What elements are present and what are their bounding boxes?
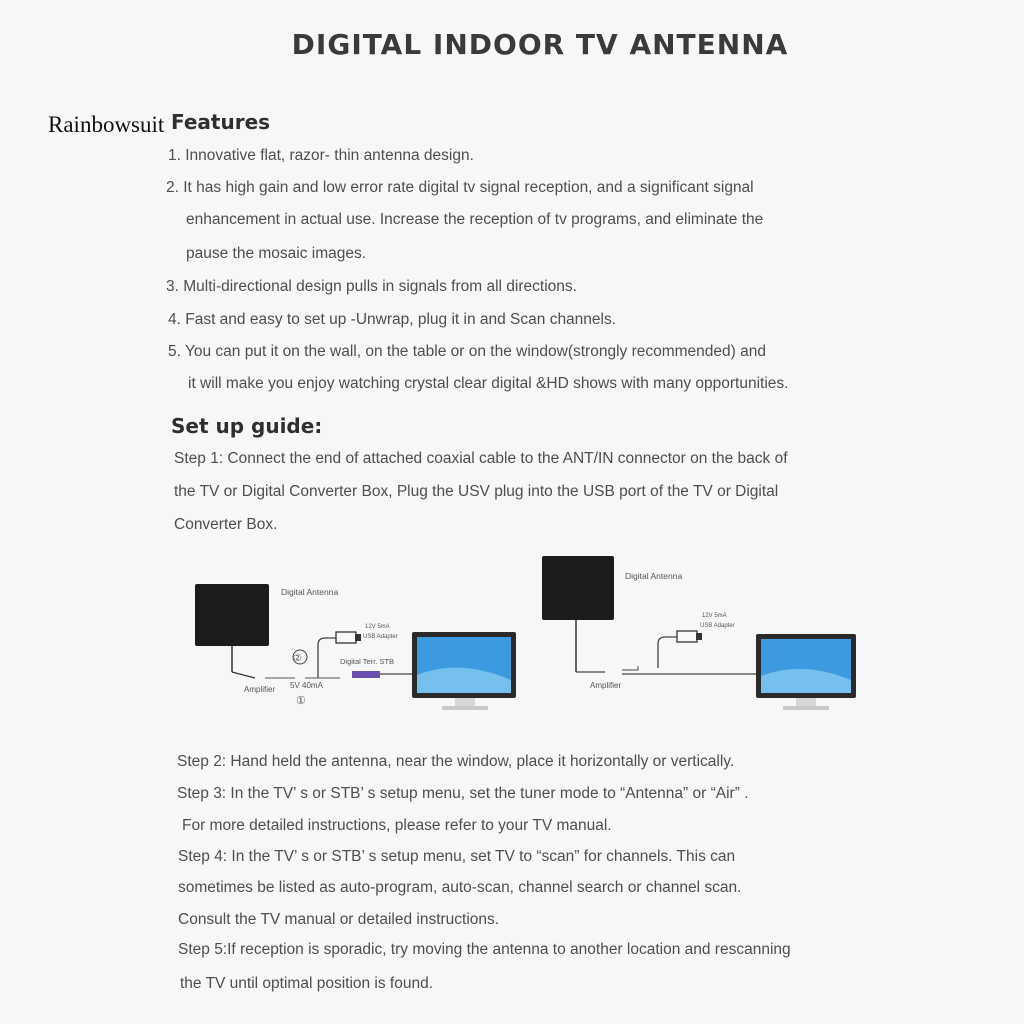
step-line: the TV or Digital Converter Box, Plug the USV plug into the USB port of the TV or Digital [174, 483, 779, 500]
marker-2: ② [293, 653, 302, 664]
adapter-label-2: USB Adapter [363, 634, 398, 640]
antenna-panel [195, 584, 269, 646]
usb-plug [336, 632, 356, 643]
feature-line: it will make you enjoy watching crystal clear digital &HD shows with many opportunities. [188, 375, 789, 392]
feature-line: 3. Multi-directional design pulls in signals from all directions. [166, 278, 577, 295]
step-line: the TV until optimal position is found. [180, 975, 434, 992]
antenna-label: Digital Antenna [281, 587, 339, 597]
feature-line: 5. You can put it on the wall, on the table or on the window(strongly recommended) and [168, 343, 766, 360]
amplifier-label: Amplifier [590, 681, 622, 690]
antenna-panel [542, 556, 614, 620]
usb-plug [677, 631, 697, 642]
feature-line: 4. Fast and easy to set up -Unwrap, plug it in and Scan channels. [168, 311, 617, 328]
feature-line: pause the mosaic images. [186, 245, 367, 262]
amplifier-label: Amplifier [244, 685, 276, 694]
tv-icon [756, 634, 856, 710]
watermark-text: Rainbowsuit [48, 112, 165, 137]
step-line: Step 1: Connect the end of attached coaxial cable to the ANT/IN connector on the back of [174, 450, 788, 467]
stb-label: Digital Terr. STB [340, 657, 395, 666]
step-line: Step 5:If reception is sporadic, try moving the antenna to another location and rescanning [178, 941, 791, 958]
feature-line: 2. It has high gain and low error rate digital tv signal reception, and a significant signal [166, 179, 754, 196]
adapter-label-1: 12V 5mA [365, 624, 390, 630]
step-line: sometimes be listed as auto-program, auto-scan, channel search or channel scan. [178, 879, 742, 896]
step-line: Converter Box. [174, 516, 278, 533]
marker-1: ① [296, 695, 306, 707]
set-top-box [352, 671, 380, 678]
antenna-label: Digital Antenna [625, 571, 683, 581]
features-heading: Features [171, 110, 271, 134]
connection-diagram-direct [530, 548, 870, 718]
step-line: For more detailed instructions, please refer to your TV manual. [182, 817, 612, 834]
feature-line: enhancement in actual use. Increase the reception of tv programs, and eliminate the [186, 211, 764, 228]
adapter-label-2: USB Adapter [700, 623, 735, 629]
connection-diagram-with-stb [180, 570, 530, 720]
step-line: Consult the TV manual or detailed instructions. [178, 911, 500, 928]
adapter-label-1: 12V 5mA [702, 613, 727, 619]
setup-heading: Set up guide: [171, 414, 323, 438]
step-line: Step 2: Hand held the antenna, near the window, place it horizontally or vertically. [177, 753, 735, 770]
feature-line: 1. Innovative flat, razor- thin antenna design. [168, 147, 474, 164]
tv-icon [412, 632, 516, 710]
power-label: 5V 40mA [290, 681, 323, 690]
step-line: Step 4: In the TV’ s or STB’ s setup menu, set TV to “scan” for channels. This can [178, 848, 736, 865]
step-line: Step 3: In the TV’ s or STB’ s setup menu, set the tuner mode to “Antenna” or “Air” . [177, 785, 749, 802]
page-title: DIGITAL INDOOR TV ANTENNA [291, 28, 789, 61]
